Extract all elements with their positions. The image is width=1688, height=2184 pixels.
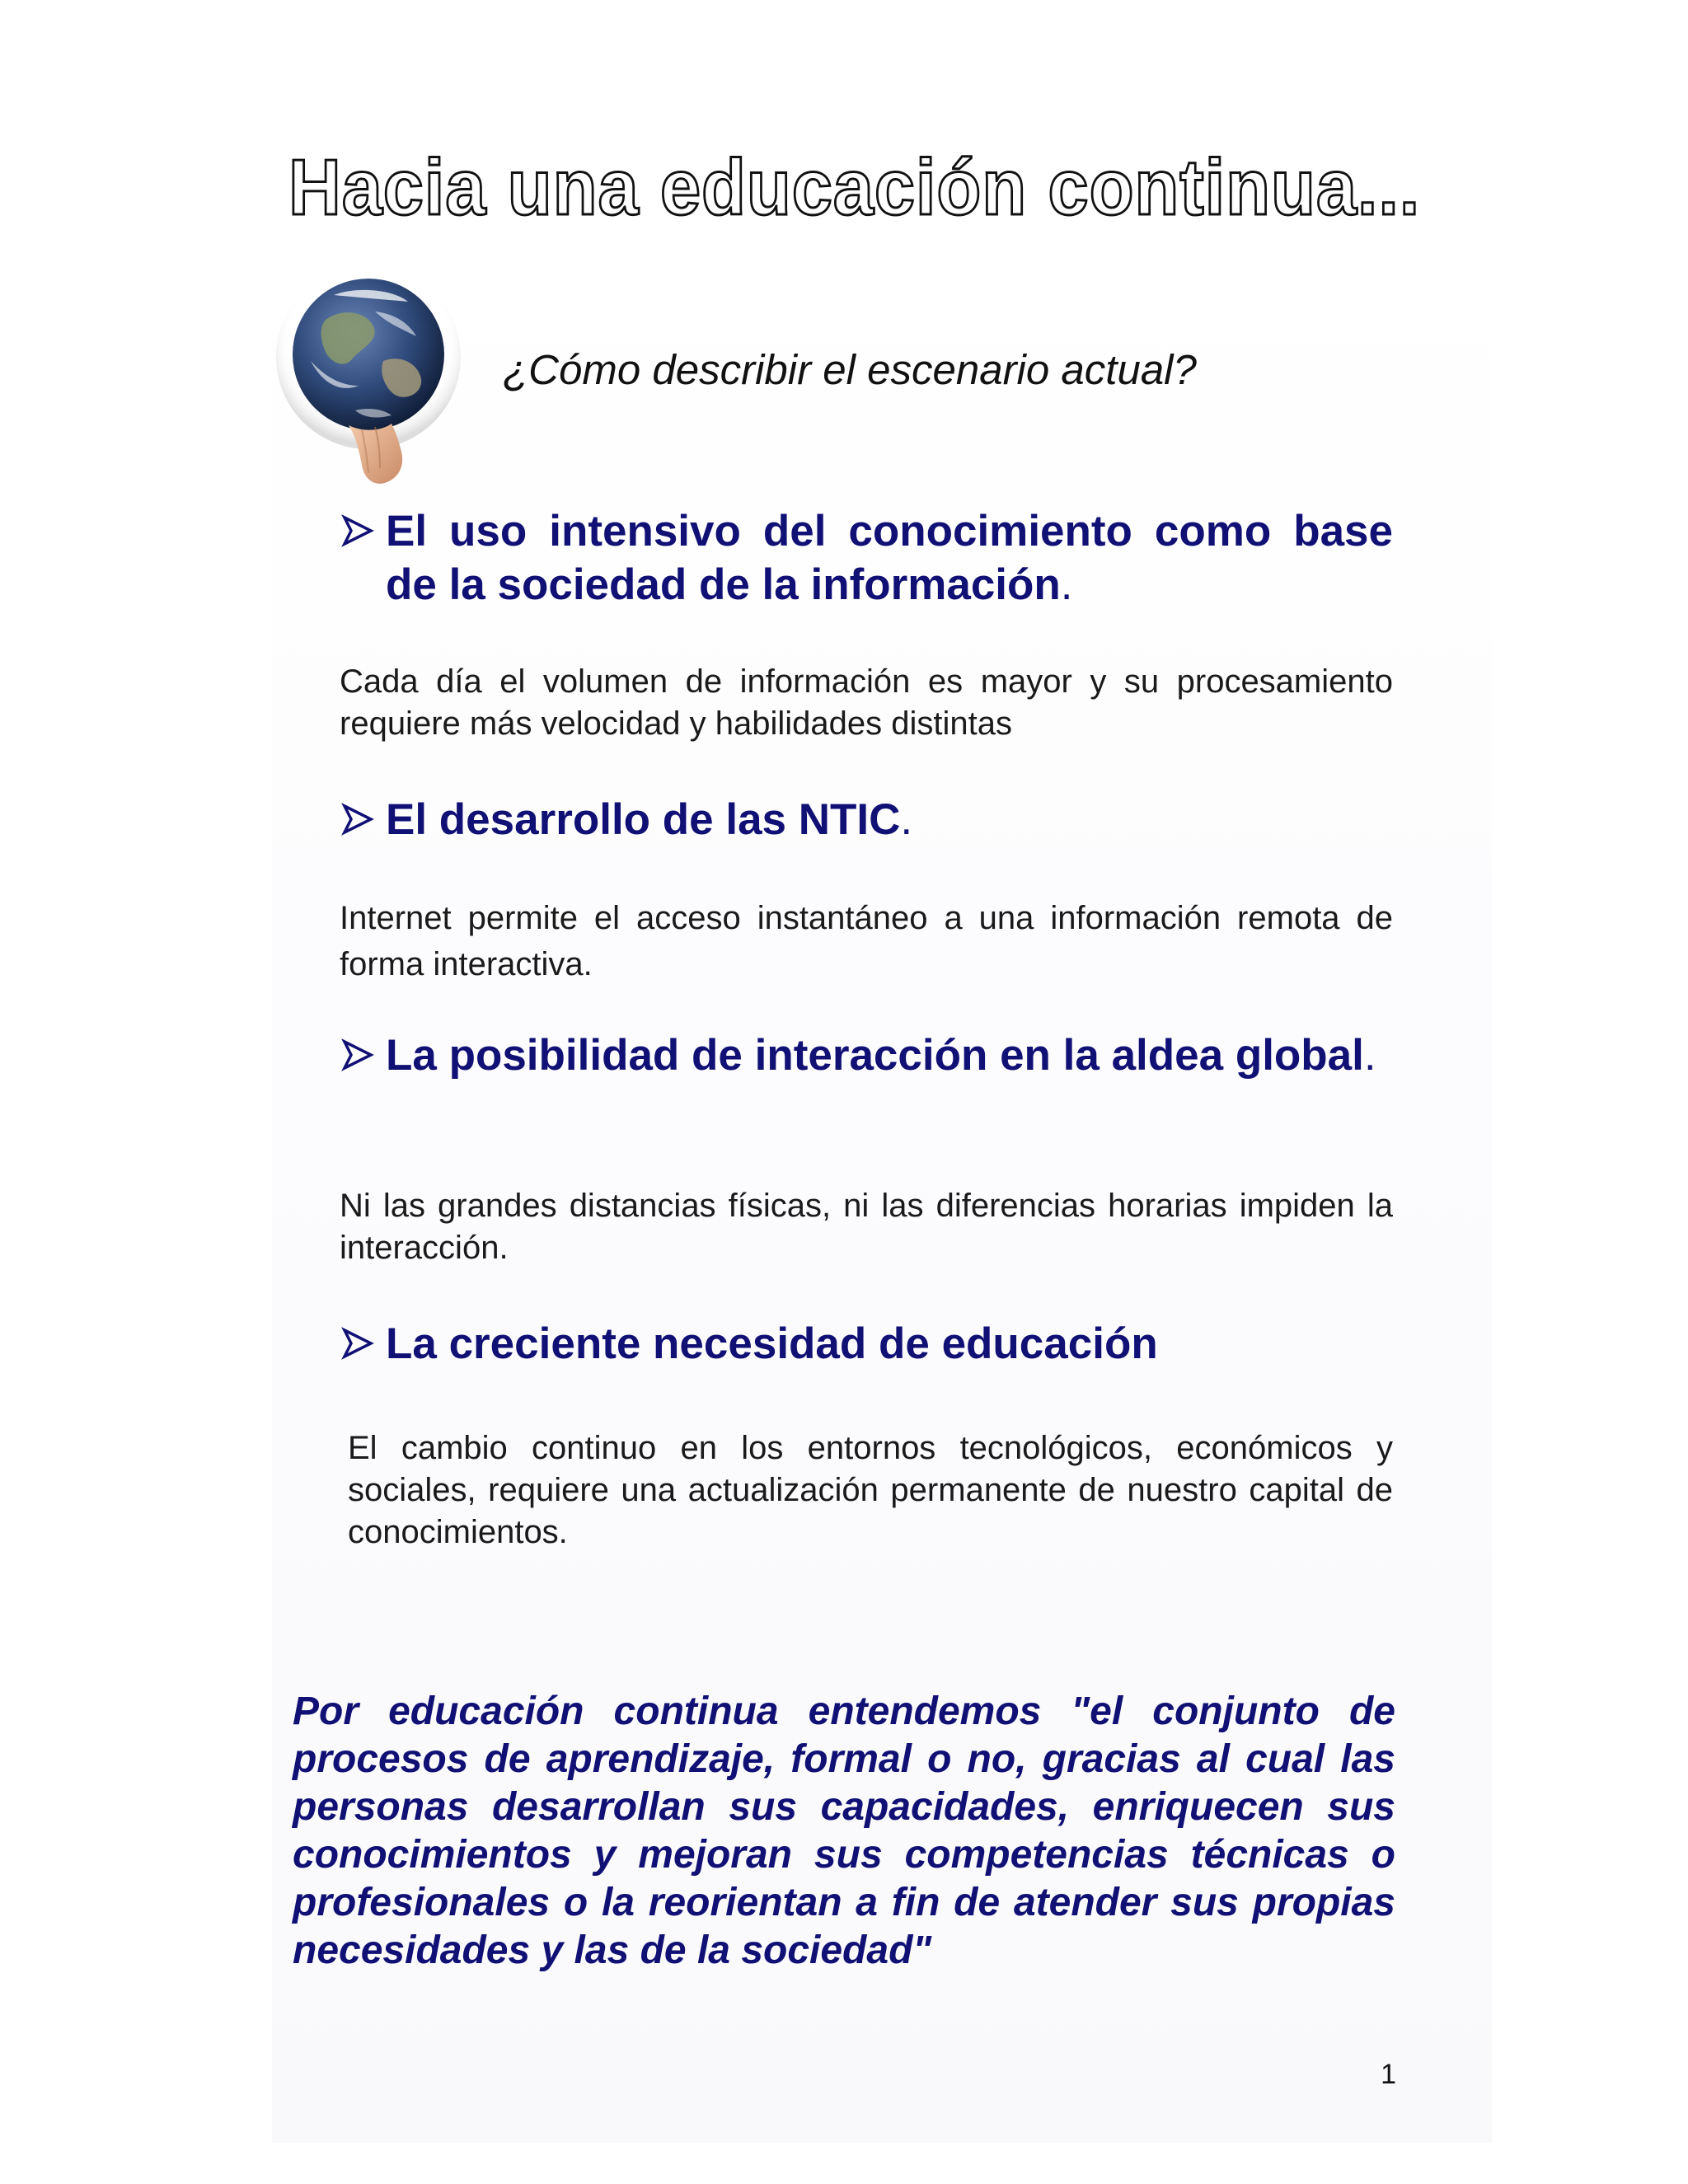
globe-in-hand-icon <box>276 262 466 493</box>
body-paragraph-2: Internet permite el acceso instantáneo a una información remota de forma interactiva. <box>340 900 1393 982</box>
body-paragraph-4: El cambio continuo en los entornos tecnológicos, económicos y sociales, requiere una actualización permanente de nuestro capital de conocimientos. <box>348 1430 1393 1550</box>
bullet-heading-period: . <box>1363 1031 1376 1080</box>
arrow-bullet-icon <box>340 1325 376 1361</box>
bullet-heading-1 <box>340 504 1393 612</box>
definition-quote: Por educación continua entendemos "el conjunto de procesos de aprendizaje, formal o no, gracias al cual las personas desarrollan sus capacidades, enriquecen sus conocimientos y mejoran sus competencias técnicas o profesionales o la reorientan a fin de atender sus propias necesidades y las de la sociedad" <box>293 1690 1395 1972</box>
bullet-heading-2 <box>340 793 1393 846</box>
arrow-bullet-icon <box>340 513 376 549</box>
body-paragraph-1: Cada día el volumen de información es mayor y su procesamiento requiere más velocidad y habilidades distintas <box>340 663 1393 742</box>
body-paragraph-3: Ni las grandes distancias físicas, ni las diferencias horarias impiden la interacción. <box>340 1188 1393 1266</box>
bullet-heading-text: El desarrollo de las NTIC <box>386 795 901 844</box>
bullet-heading-period: . <box>1060 560 1073 609</box>
bullet-heading-text: La creciente necesidad de educación <box>386 1319 1158 1368</box>
arrow-bullet-icon <box>340 1037 376 1073</box>
bullet-heading-3 <box>340 1029 1393 1082</box>
bullet-heading-period: . <box>900 795 913 844</box>
arrow-bullet-icon <box>340 801 376 837</box>
section-question: ¿Cómo describir el escenario actual? <box>503 346 1197 393</box>
page-number: 1 <box>1381 2059 1396 2090</box>
bullet-heading-4 <box>340 1317 1393 1371</box>
bullet-heading-text: La posibilidad de interacción en la aldea global <box>386 1031 1364 1080</box>
page-title: Hacia una educación continua... <box>288 143 1421 232</box>
bullet-heading-text: El uso intensivo del conocimiento como base de la sociedad de la información <box>386 507 1393 609</box>
